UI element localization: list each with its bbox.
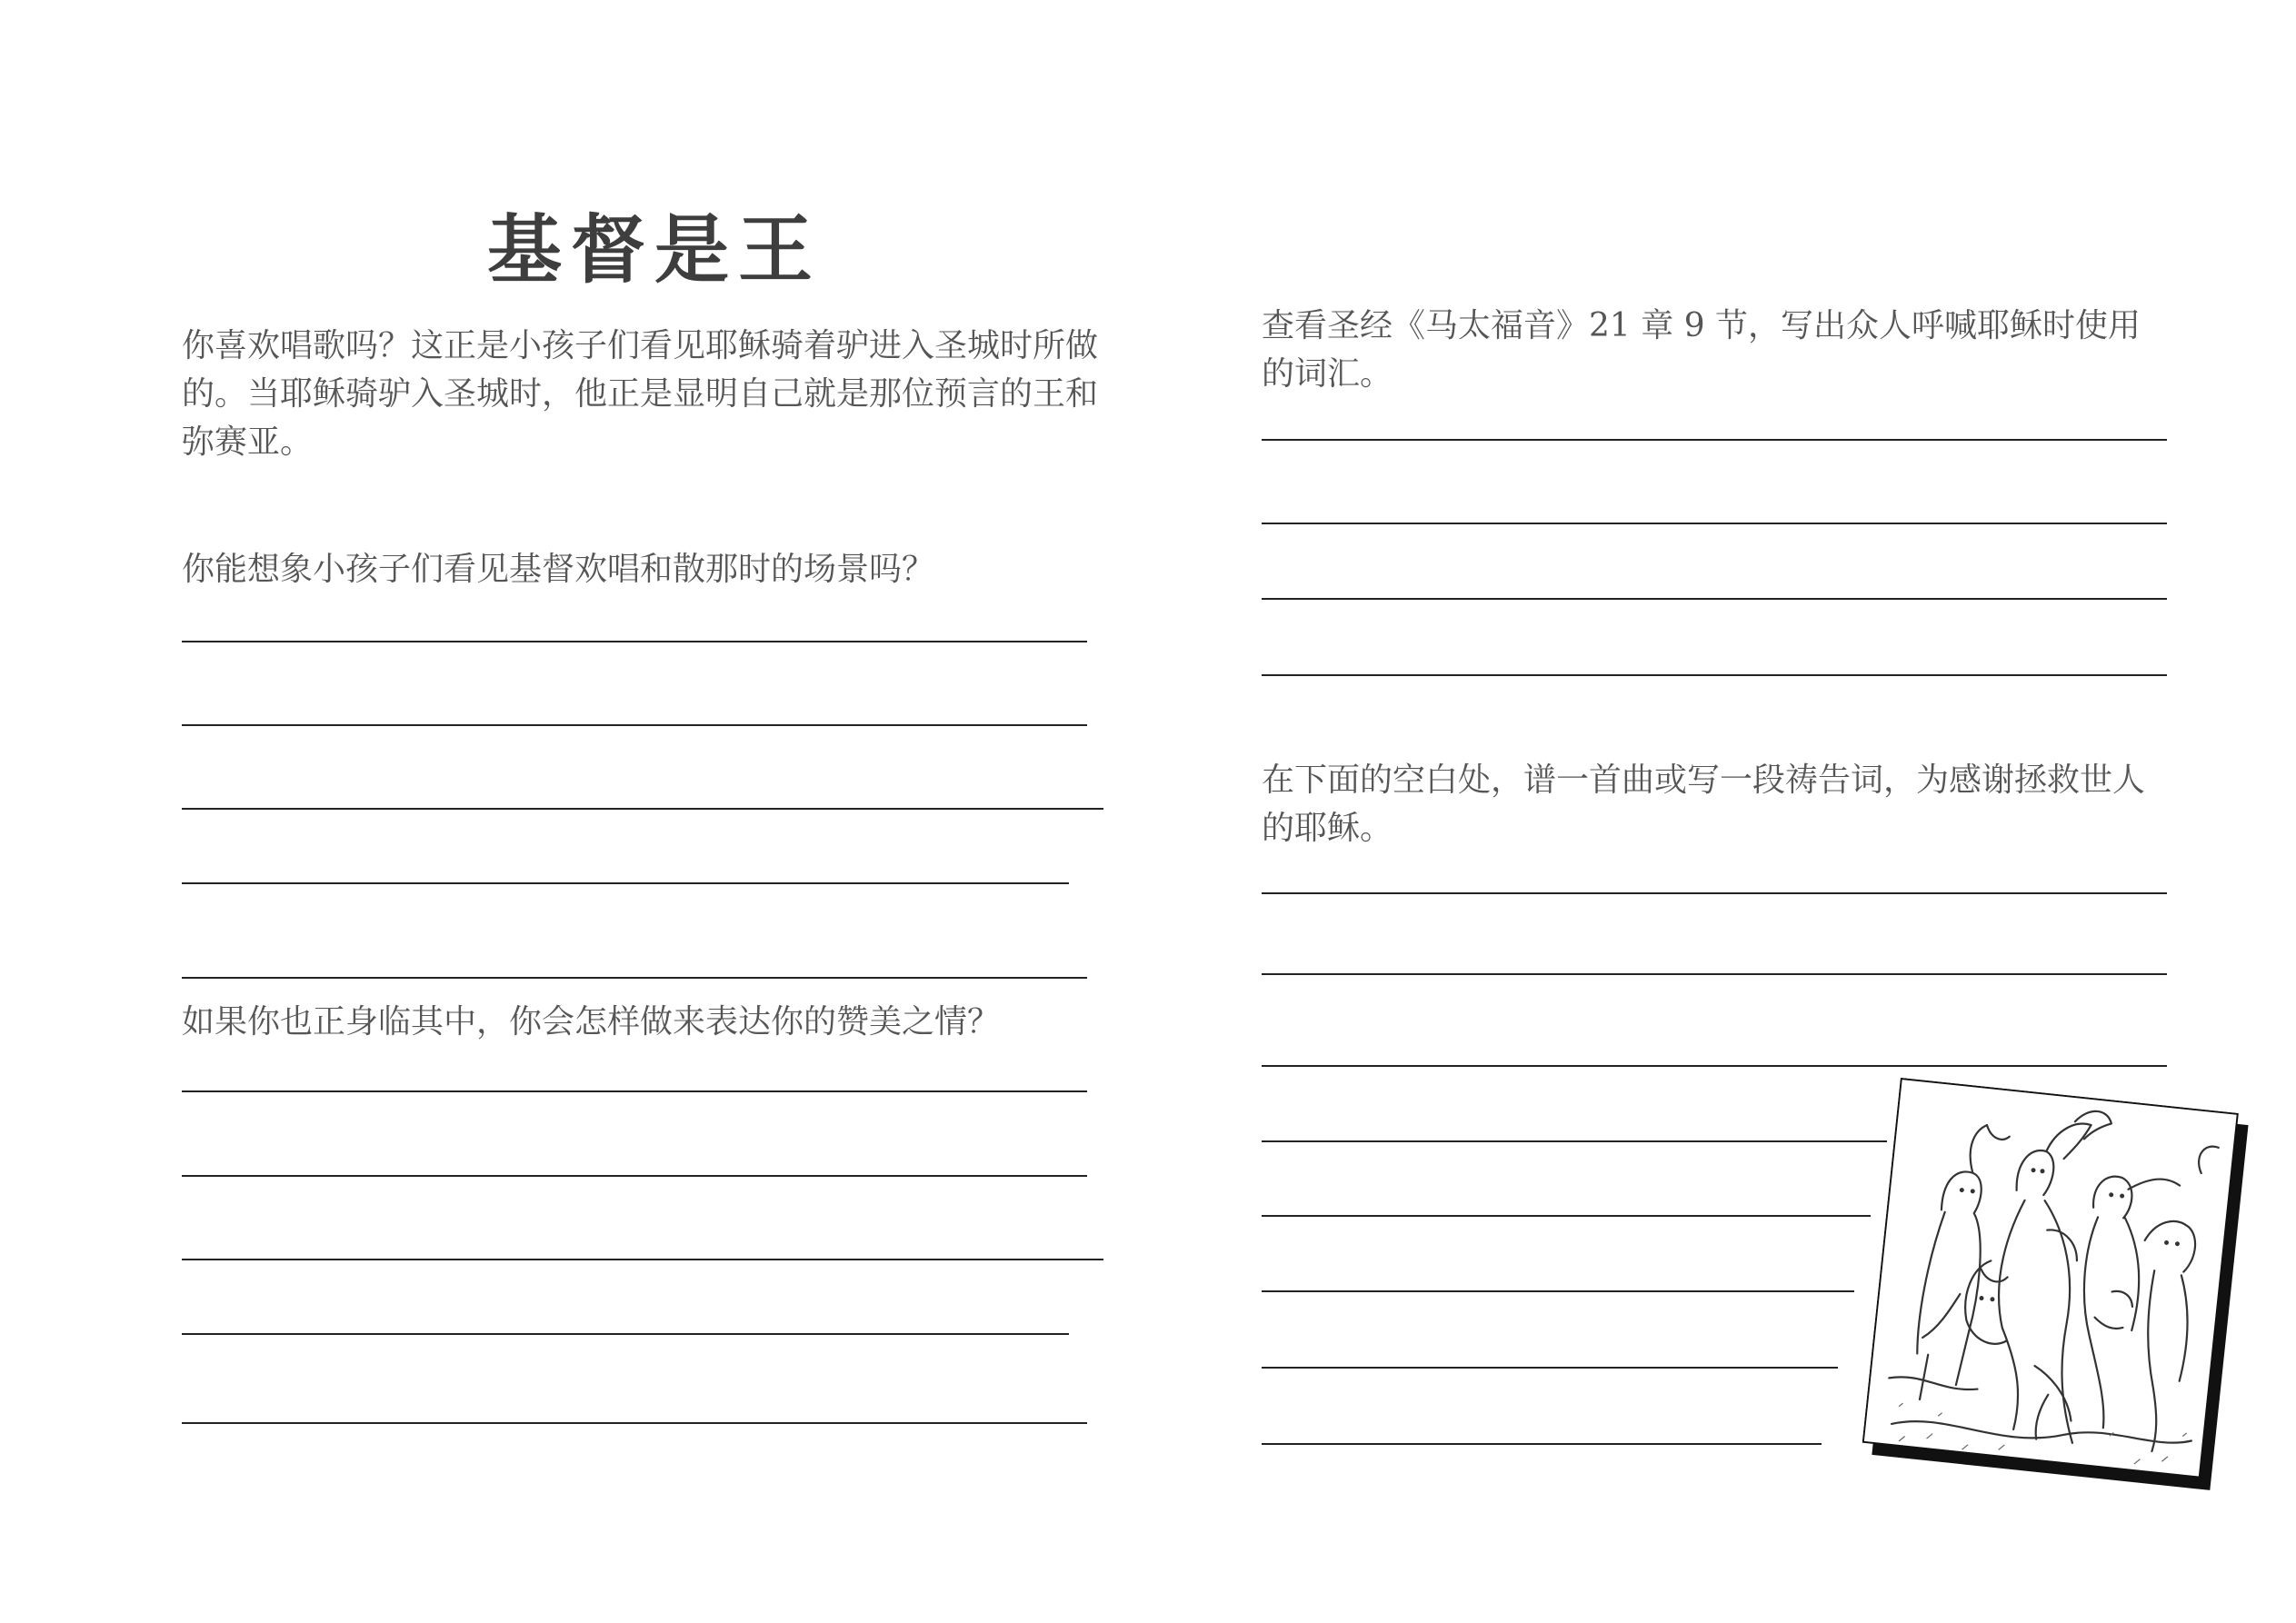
answer-line[interactable] — [1262, 1065, 2167, 1067]
answer-line[interactable] — [182, 641, 1087, 642]
answer-line[interactable] — [182, 1259, 1103, 1260]
answer-line[interactable] — [1262, 1290, 1854, 1292]
question-imagine-scene: 你能想象小孩子们看见基督欢唱和散那时的场景吗？ — [182, 551, 935, 588]
answer-line[interactable] — [182, 1090, 1087, 1092]
answer-line[interactable] — [1262, 598, 2167, 600]
question-express-praise: 如果你也正身临其中，你会怎样做来表达你的赞美之情？ — [182, 1003, 1001, 1041]
answer-line[interactable] — [182, 977, 1087, 979]
question-matthew-21-9: 查看圣经《马太福音》21 章 9 节，写出众人呼喊耶稣时使用的词汇。 — [1262, 307, 2141, 393]
answer-line[interactable] — [1262, 1443, 1822, 1445]
page-title: 基督是王 — [486, 207, 822, 294]
answer-line[interactable] — [1262, 1140, 1887, 1142]
answer-line[interactable] — [182, 1422, 1087, 1424]
question-song-or-prayer: 在下面的空白处，谱一首曲或写一段祷告词，为感谢拯救世人的耶稣。 — [1262, 762, 2146, 847]
answer-line[interactable] — [1262, 1367, 1838, 1369]
illustration-graphic — [1861, 1078, 2251, 1492]
answer-line[interactable] — [182, 1175, 1087, 1177]
answer-line[interactable] — [1262, 439, 2167, 441]
answer-line[interactable] — [182, 808, 1103, 810]
intro-paragraph: 你喜欢唱歌吗？这正是小孩子们看见耶稣骑着驴进入圣城时所做的。当耶稣骑驴入圣城时，他正是显明自己就是那位预言的王和弥赛亚。 — [182, 327, 1099, 461]
answer-line[interactable] — [182, 1333, 1069, 1335]
answer-line[interactable] — [1262, 1215, 1871, 1217]
answer-line[interactable] — [182, 882, 1069, 884]
answer-line[interactable] — [1262, 973, 2167, 975]
answer-line[interactable] — [182, 724, 1087, 726]
answer-line[interactable] — [1262, 892, 2167, 894]
answer-line[interactable] — [1262, 674, 2167, 676]
answer-line[interactable] — [1262, 523, 2167, 524]
crowd-praising-jesus-illustration — [1861, 1078, 2251, 1492]
